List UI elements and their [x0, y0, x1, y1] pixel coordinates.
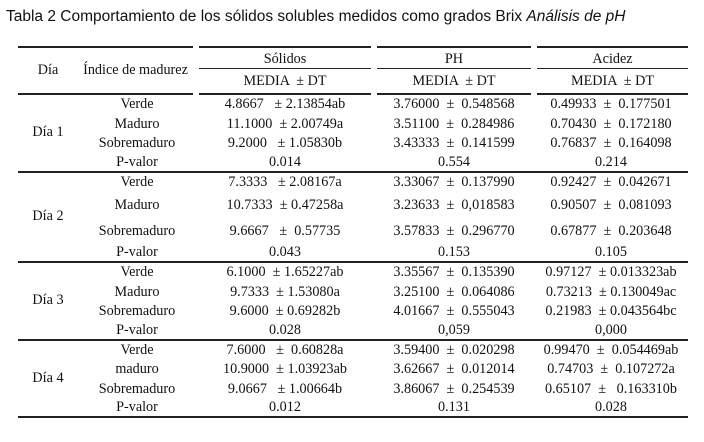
- header-acidez: Acidez: [534, 47, 688, 69]
- cell-ph: 3.35567 ± 0.135390: [374, 262, 534, 283]
- cell-solidos: 7.3333 ± 2.08167a: [196, 172, 374, 193]
- cell-ph: 3.43333 ± 0.141599: [393, 135, 515, 152]
- day-label: Día 4: [18, 340, 78, 418]
- table-row: [18, 262, 688, 283]
- cell-acidez: 0.76837 ± 0.164098: [550, 135, 672, 152]
- row-index: Verde: [78, 172, 196, 193]
- pvalue-label: P-valor: [78, 154, 196, 172]
- cell-solidos: 9.6000 ± 0.69282b: [229, 303, 341, 320]
- cell-ph: 3.33067 ± 0.137990: [374, 172, 534, 193]
- table-row: [18, 360, 688, 380]
- row-index: Verde: [78, 94, 196, 115]
- day-label: Día 3: [18, 262, 78, 340]
- cell-ph: 3.57833 ± 0.296770: [393, 222, 515, 239]
- row-index: maduro: [115, 361, 159, 378]
- cell-solidos: 4.8667 ± 2.13854ab: [196, 94, 374, 115]
- table-row: [18, 115, 688, 135]
- table-row: [18, 283, 688, 303]
- cell-acidez: 0.90507 ± 0.081093: [550, 196, 672, 213]
- row-index: Sobremaduro: [98, 135, 176, 152]
- table-row: [18, 302, 688, 322]
- cell-ph: 3.76000 ± 0.548568: [374, 94, 534, 115]
- cell-ph: 3.25100 ± 0.064086: [393, 283, 515, 300]
- results-table: [18, 46, 688, 418]
- table-row: [18, 380, 688, 400]
- cell-acidez: 0.21983 ± 0.043564bc: [545, 303, 677, 320]
- pvalue-solidos: 0.012: [196, 399, 374, 417]
- row-index: Sobremaduro: [98, 222, 176, 239]
- row-index: Maduro: [114, 115, 160, 132]
- cell-ph: 3.59400 ± 0.020298: [374, 340, 534, 361]
- pvalue-ph: 0,059: [374, 322, 534, 340]
- row-index: Verde: [78, 262, 196, 283]
- cell-acidez: 0.97127 ± 0.013323ab: [534, 262, 688, 283]
- cell-acidez: 0.99470 ± 0.054469ab: [534, 340, 688, 361]
- cell-acidez: 0.92427 ± 0.042671: [534, 172, 688, 193]
- table-caption: [6, 6, 700, 28]
- pvalue-ph: 0.131: [374, 399, 534, 417]
- day-label: Día 2: [18, 172, 78, 263]
- pvalue-ph: 0.554: [374, 154, 534, 172]
- cell-solidos: 10.7333 ± 0.47258a: [226, 196, 344, 213]
- caption-text: Tabla 2 Comportamiento de los sólidos solubles medidos como grados Brix: [6, 8, 523, 25]
- pvalue-acidez: 0.105: [534, 244, 688, 262]
- header-solidos: Sólidos: [196, 47, 374, 69]
- row-index: Verde: [78, 340, 196, 361]
- cell-solidos: 9.2000 ± 1.05830b: [227, 135, 343, 152]
- cell-solidos: 7.6000 ± 0.60828a: [196, 340, 374, 361]
- pvalue-acidez: 0.214: [534, 154, 688, 172]
- cell-acidez: 0.65107 ± 0.163310b: [545, 380, 677, 397]
- cell-solidos: 9.7333 ± 1.53080a: [230, 283, 340, 300]
- pvalue-solidos: 0.043: [196, 244, 374, 262]
- cell-ph: 3.62667 ± 0.012014: [393, 361, 515, 378]
- cell-solidos: 6.1000 ± 1.65227ab: [196, 262, 374, 283]
- day-label: Día 1: [18, 94, 78, 172]
- cell-acidez: 0.70430 ± 0.172180: [550, 115, 672, 132]
- row-index: Maduro: [114, 196, 160, 213]
- pvalue-row: [18, 322, 688, 340]
- pvalue-row: [18, 154, 688, 172]
- table-row: [18, 134, 688, 154]
- pvalue-solidos: 0.014: [196, 154, 374, 172]
- cell-ph: 4.01667 ± 0.555043: [393, 303, 515, 320]
- pvalue-acidez: 0.028: [534, 399, 688, 417]
- caption-italic: Análisis de pH: [526, 8, 626, 25]
- pvalue-label: P-valor: [78, 322, 196, 340]
- table-row: [18, 340, 688, 361]
- subheader-acidez: MEDIA ± DT: [534, 69, 688, 95]
- row-index: Maduro: [114, 283, 160, 300]
- cell-ph: 3.86067 ± 0.254539: [393, 380, 515, 397]
- row-index: Sobremaduro: [98, 380, 176, 397]
- table-row: [18, 192, 688, 218]
- header-indice-madurez: Índice de madurez: [78, 47, 196, 94]
- table-row: [18, 172, 688, 193]
- pvalue-solidos: 0.028: [196, 322, 374, 340]
- cell-solidos: 11.1000 ± 2.00749a: [226, 115, 344, 132]
- cell-solidos: 9.0667 ± 1.00664b: [227, 380, 343, 397]
- subheader-solidos: MEDIA ± DT: [196, 69, 374, 95]
- header-dia: Día: [18, 47, 78, 94]
- pvalue-row: [18, 244, 688, 262]
- cell-acidez: 0.49933 ± 0.177501: [534, 94, 688, 115]
- cell-acidez: 0.67877 ± 0.203648: [550, 222, 672, 239]
- table-row: [18, 218, 688, 244]
- pvalue-ph: 0.153: [374, 244, 534, 262]
- cell-ph: 3.51100 ± 0.284986: [393, 115, 515, 132]
- pvalue-label: P-valor: [78, 244, 196, 262]
- cell-acidez: 0.74703 ± 0.107272a: [547, 361, 675, 378]
- cell-ph: 3.23633 ± 0,018583: [393, 196, 515, 213]
- pvalue-label: P-valor: [78, 399, 196, 417]
- subheader-ph: MEDIA ± DT: [374, 69, 534, 95]
- table-row: [18, 94, 688, 115]
- pvalue-acidez: 0,000: [534, 322, 688, 340]
- pvalue-row: [18, 399, 688, 417]
- cell-acidez: 0.73213 ± 0.130049ac: [545, 283, 677, 300]
- row-index: Sobremaduro: [98, 303, 176, 320]
- cell-solidos: 10.9000 ± 1.03923ab: [222, 361, 348, 378]
- header-ph: PH: [374, 47, 534, 69]
- cell-solidos: 9.6667 ± 0.57735: [229, 222, 341, 239]
